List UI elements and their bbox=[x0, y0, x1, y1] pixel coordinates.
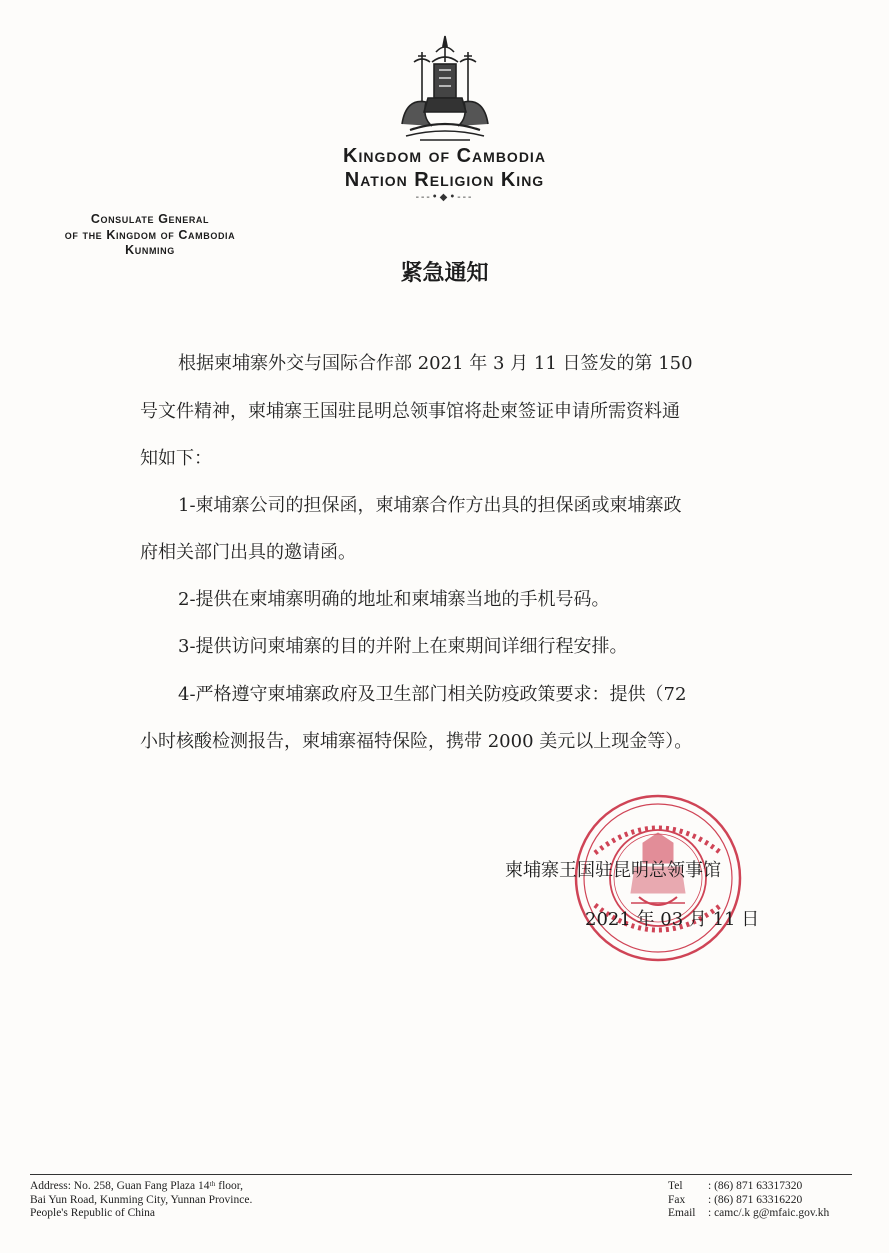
consulate-line-2: of the Kingdom of Cambodia bbox=[64, 228, 236, 242]
contact-email bbox=[668, 1207, 829, 1221]
issuer-signature: 柬埔寨王国驻昆明总领事馆 bbox=[505, 860, 721, 881]
body-line: 根据柬埔寨外交与国际合作部 2021 年 3 月 11 日签发的第 150 bbox=[178, 353, 693, 374]
consulate-line-1: Consulate General bbox=[90, 212, 210, 226]
tel-label: Tel bbox=[668, 1180, 683, 1192]
email-label: Email bbox=[668, 1207, 696, 1219]
contact-tel bbox=[668, 1180, 829, 1194]
tel-value: : (86) 871 63317320 bbox=[708, 1180, 803, 1192]
issue-date: 2021 年 03 月 11 日 bbox=[585, 909, 760, 930]
contact-fax bbox=[668, 1194, 829, 1208]
body-line: 2-提供在柬埔寨明确的地址和柬埔寨当地的手机号码。 bbox=[178, 589, 610, 610]
kingdom-title: Kingdom of Cambodia bbox=[343, 145, 546, 167]
address-line-1: Address: No. 258, Guan Fang Plaza 14ᵗʰ floor, bbox=[30, 1180, 244, 1192]
email-value: : camc/.k g@mfaic.gov.kh bbox=[708, 1207, 830, 1219]
body-line: 4-严格遵守柬埔寨政府及卫生部门相关防疫政策要求：提供（72 bbox=[178, 684, 687, 705]
notice-title: 紧急通知 bbox=[400, 261, 489, 286]
ornament-divider: ---•◆•--- bbox=[415, 192, 474, 203]
body-line: 知如下： bbox=[140, 448, 212, 469]
fax-value: : (86) 871 63316220 bbox=[708, 1193, 803, 1206]
body-line: 小时核酸检测报告，柬埔寨福特保险，携带 2000 美元以上现金等）。 bbox=[140, 731, 693, 752]
footer-divider bbox=[30, 1174, 852, 1175]
consulate-line-3: Kunming bbox=[125, 243, 175, 257]
footer-contacts bbox=[668, 1180, 829, 1221]
fax-label: Fax bbox=[668, 1193, 686, 1206]
footer-address bbox=[30, 1180, 252, 1221]
kingdom-motto: Nation Religion King bbox=[344, 169, 545, 191]
address-line-2: Bai Yun Road, Kunming City, Yunnan Province. bbox=[30, 1193, 253, 1206]
body-line: 3-提供访问柬埔寨的目的并附上在柬期间详细行程安排。 bbox=[178, 636, 628, 657]
body-line: 号文件精神，柬埔寨王国驻昆明总领事馆将赴柬签证申请所需资料通 bbox=[140, 401, 680, 422]
body-line: 府相关部门出具的邀请函。 bbox=[140, 542, 356, 563]
address-line-3: People's Republic of China bbox=[30, 1207, 156, 1219]
body-line: 1-柬埔寨公司的担保函，柬埔寨合作方出具的担保函或柬埔寨政 bbox=[178, 495, 682, 516]
royal-emblem-icon bbox=[392, 32, 498, 152]
